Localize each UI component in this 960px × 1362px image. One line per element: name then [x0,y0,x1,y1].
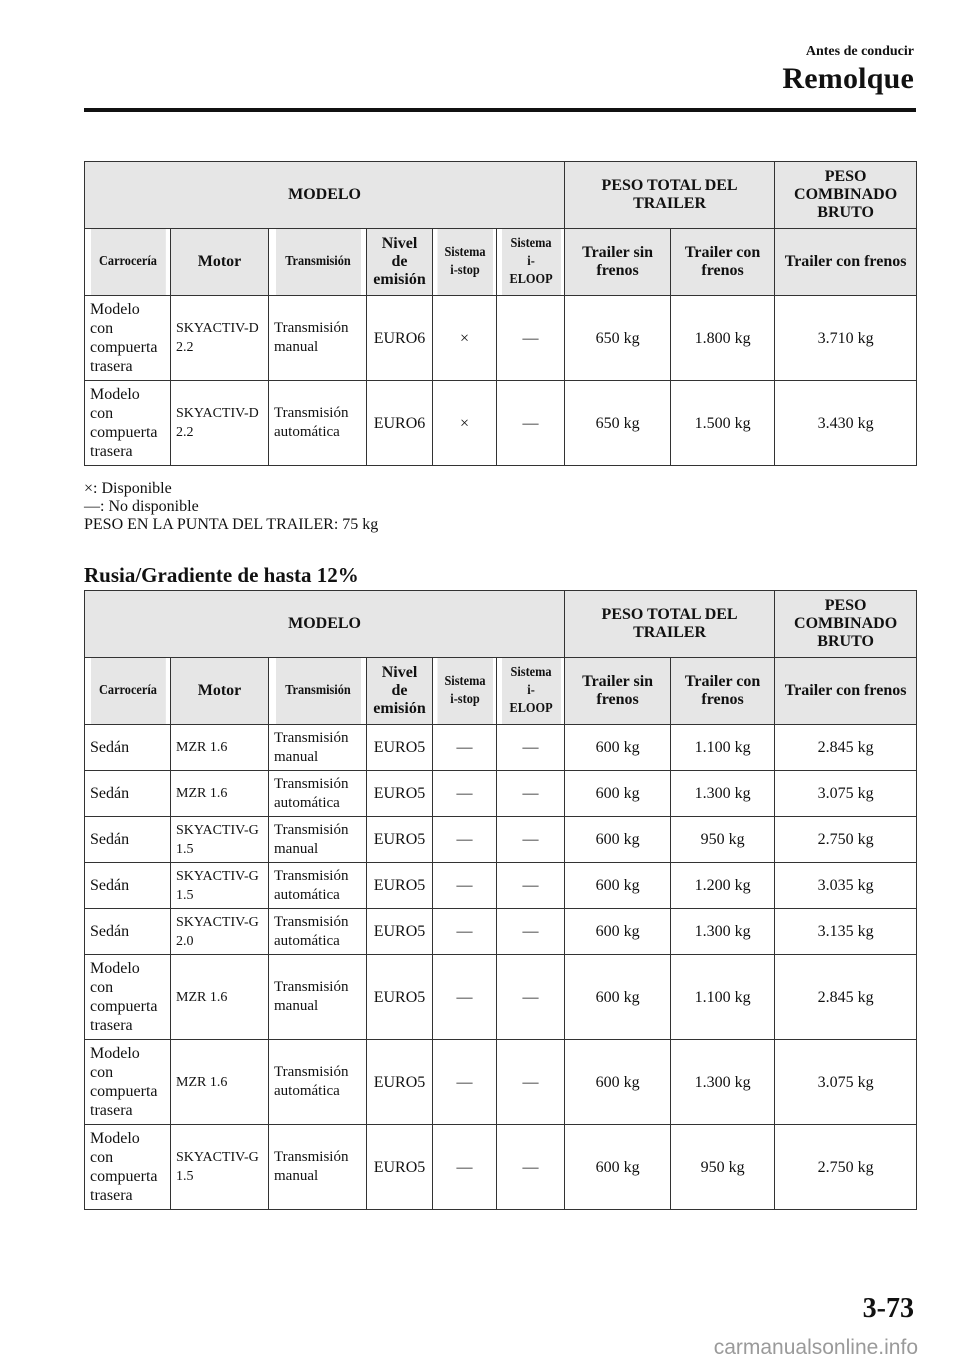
cell-carroceria: Modelo con compuerta trasera [85,1040,171,1125]
note-available: ×: Disponible [84,480,172,497]
cell-carroceria: Sedán [85,725,171,771]
towing-table-1 [84,161,917,466]
table-row [85,771,917,817]
cell-transmision: Transmisión automática [269,381,367,466]
col-nivel: Nivel de emisión [367,658,433,725]
cell-con-frenos: 1.300 kg [671,1040,775,1125]
watermark: carmanualsonline.info [713,1336,918,1359]
cell-combinado: 3.075 kg [775,771,917,817]
cell-con-frenos: 1.500 kg [671,381,775,466]
cell-combinado: 3.035 kg [775,863,917,909]
col-sin-frenos: Trailer sin frenos [565,229,671,296]
cell-transmision: Transmisión manual [269,1125,367,1210]
cell-sin-frenos: 650 kg [565,296,671,381]
cell-sin-frenos: 600 kg [565,771,671,817]
section-header: Antes de conducir [805,44,914,59]
cell-nivel: EURO6 [367,296,433,381]
cell-sin-frenos: 600 kg [565,863,671,909]
cell-ieloop: — [497,955,565,1040]
cell-sin-frenos: 600 kg [565,725,671,771]
table-1-body [85,296,917,466]
cell-con-frenos: 950 kg [671,1125,775,1210]
cell-sin-frenos: 600 kg [565,817,671,863]
cell-carroceria: Modelo con compuerta trasera [85,296,171,381]
cell-nivel: EURO5 [367,863,433,909]
table-row [85,381,917,466]
cell-istop: — [433,863,497,909]
cell-transmision: Transmisión manual [269,817,367,863]
cell-con-frenos: 950 kg [671,817,775,863]
cell-con-frenos: 1.300 kg [671,771,775,817]
note-tongue-weight: PESO EN LA PUNTA DEL TRAILER: 75 kg [84,516,379,533]
cell-istop: — [433,725,497,771]
cell-istop: — [433,817,497,863]
col-nivel: Nivel de emisión [367,229,433,296]
cell-carroceria: Modelo con compuerta trasera [85,955,171,1040]
cell-istop: × [433,381,497,466]
col-peso-total: PESO TOTAL DEL TRAILER [565,591,775,658]
cell-ieloop: — [497,381,565,466]
col-carroceria: Carrocería [90,229,166,296]
col-ieloop: Sistema i-ELOOP [501,658,561,725]
note-unavailable: —: No disponible [84,498,199,515]
cell-carroceria: Sedán [85,771,171,817]
cell-ieloop: — [497,817,565,863]
cell-nivel: EURO5 [367,771,433,817]
cell-transmision: Transmisión manual [269,296,367,381]
cell-transmision: Transmisión automática [269,863,367,909]
cell-ieloop: — [497,771,565,817]
cell-motor: SKYACTIV-G 1.5 [171,863,269,909]
cell-nivel: EURO5 [367,817,433,863]
cell-carroceria: Modelo con compuerta trasera [85,381,171,466]
col-con-frenos: Trailer con frenos [671,229,775,296]
cell-combinado: 2.750 kg [775,817,917,863]
page-number: 3-73 [862,1293,914,1324]
col-istop: Sistema i-stop [436,658,492,725]
cell-ieloop: — [497,1125,565,1210]
cell-istop: — [433,955,497,1040]
cell-combinado: 2.750 kg [775,1125,917,1210]
cell-ieloop: — [497,725,565,771]
table-row [85,1040,917,1125]
cell-carroceria: Sedán [85,817,171,863]
cell-istop: × [433,296,497,381]
cell-carroceria: Sedán [85,863,171,909]
cell-sin-frenos: 600 kg [565,1125,671,1210]
cell-combinado: 2.845 kg [775,725,917,771]
cell-sin-frenos: 600 kg [565,909,671,955]
col-con-frenos-2: Trailer con frenos [775,229,917,296]
cell-nivel: EURO6 [367,381,433,466]
table-notes [84,480,378,534]
cell-ieloop: — [497,909,565,955]
table-row [85,955,917,1040]
col-sin-frenos: Trailer sin frenos [565,658,671,725]
col-motor: Motor [171,229,269,296]
cell-con-frenos: 1.100 kg [671,725,775,771]
col-transmision: Transmisión [274,229,360,296]
cell-ieloop: — [497,1040,565,1125]
table-row [85,725,917,771]
cell-motor: MZR 1.6 [171,955,269,1040]
table-row [85,909,917,955]
cell-ieloop: — [497,863,565,909]
cell-transmision: Transmisión automática [269,1040,367,1125]
table-row [85,817,917,863]
towing-table-2 [84,590,917,1210]
col-con-frenos-2: Trailer con frenos [775,658,917,725]
cell-nivel: EURO5 [367,725,433,771]
col-peso-total: PESO TOTAL DEL TRAILER [565,162,775,229]
cell-sin-frenos: 600 kg [565,955,671,1040]
col-con-frenos: Trailer con frenos [671,658,775,725]
cell-combinado: 2.845 kg [775,955,917,1040]
cell-sin-frenos: 600 kg [565,1040,671,1125]
cell-nivel: EURO5 [367,1040,433,1125]
cell-nivel: EURO5 [367,1125,433,1210]
cell-istop: — [433,771,497,817]
cell-ieloop: — [497,296,565,381]
col-ieloop: Sistema i-ELOOP [501,229,561,296]
cell-carroceria: Sedán [85,909,171,955]
cell-con-frenos: 1.300 kg [671,909,775,955]
page-title: Remolque [782,62,914,95]
col-modelo: MODELO [85,591,565,658]
cell-istop: — [433,1040,497,1125]
cell-nivel: EURO5 [367,955,433,1040]
header-rule [84,108,916,112]
cell-combinado: 3.710 kg [775,296,917,381]
col-modelo: MODELO [85,162,565,229]
section-title-russia: Rusia/Gradiente de hasta 12% [84,563,359,587]
col-motor: Motor [171,658,269,725]
cell-transmision: Transmisión manual [269,955,367,1040]
cell-motor: SKYACTIV-G 1.5 [171,1125,269,1210]
cell-motor: MZR 1.6 [171,771,269,817]
cell-motor: SKYACTIV-G 1.5 [171,817,269,863]
col-carroceria: Carrocería [90,658,166,725]
cell-motor: SKYACTIV-D 2.2 [171,381,269,466]
cell-carroceria: Modelo con compuerta trasera [85,1125,171,1210]
table-row [85,296,917,381]
table-row [85,1125,917,1210]
col-transmision: Transmisión [274,658,360,725]
cell-motor: SKYACTIV-D 2.2 [171,296,269,381]
cell-motor: MZR 1.6 [171,1040,269,1125]
cell-con-frenos: 1.800 kg [671,296,775,381]
table-2-body [85,725,917,1210]
col-peso-combinado: PESO COMBINADO BRUTO [775,162,917,229]
cell-con-frenos: 1.200 kg [671,863,775,909]
cell-combinado: 3.135 kg [775,909,917,955]
cell-motor: SKYACTIV-G 2.0 [171,909,269,955]
cell-nivel: EURO5 [367,909,433,955]
cell-con-frenos: 1.100 kg [671,955,775,1040]
cell-combinado: 3.430 kg [775,381,917,466]
cell-combinado: 3.075 kg [775,1040,917,1125]
cell-motor: MZR 1.6 [171,725,269,771]
cell-sin-frenos: 650 kg [565,381,671,466]
col-istop: Sistema i-stop [436,229,492,296]
cell-istop: — [433,909,497,955]
cell-transmision: Transmisión automática [269,909,367,955]
cell-istop: — [433,1125,497,1210]
cell-transmision: Transmisión manual [269,725,367,771]
cell-transmision: Transmisión automática [269,771,367,817]
table-row [85,863,917,909]
col-peso-combinado: PESO COMBINADO BRUTO [775,591,917,658]
